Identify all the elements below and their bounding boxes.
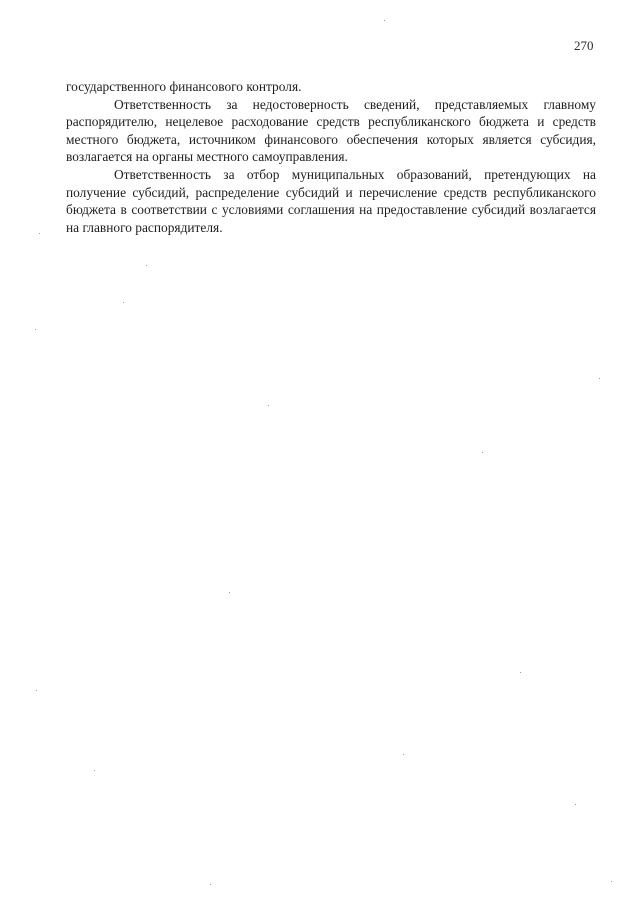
scan-speck — [39, 233, 40, 234]
scan-speck — [210, 884, 211, 885]
paragraph-continuation: государственного финансового контроля. — [66, 79, 302, 94]
scan-speck — [268, 405, 269, 406]
scan-speck — [94, 770, 95, 771]
scan-speck — [229, 592, 230, 593]
page-number: 270 — [574, 38, 594, 53]
scan-speck — [575, 804, 576, 805]
paragraph-responsibility-main: Ответственность за отбор муниципальных образований, претендующих на получение субсидий, распределение субсидий и перечисление средств республиканского бюджета в соответствии с условиями соглашения на предоставление субсидий возлагается на главного распорядителя. — [66, 166, 596, 235]
scan-speck — [599, 378, 600, 379]
paragraph-responsibility-local: Ответственность за недостоверность сведений, представляемых главному распорядителю, нецелевое расходование средств республиканского бюджета и средств местного бюджета, источником финансового обеспечения которых является субсидия, возлагается на органы местного самоуправления. — [66, 96, 596, 165]
scan-speck — [36, 690, 37, 691]
body-text — [66, 78, 596, 236]
scan-speck — [403, 754, 404, 755]
scan-speck — [520, 672, 521, 673]
scan-speck — [482, 452, 483, 453]
scan-speck — [611, 881, 612, 882]
scan-speck — [384, 20, 385, 21]
scan-speck — [35, 329, 36, 330]
scan-speck — [123, 302, 124, 303]
scan-speck — [146, 265, 147, 266]
